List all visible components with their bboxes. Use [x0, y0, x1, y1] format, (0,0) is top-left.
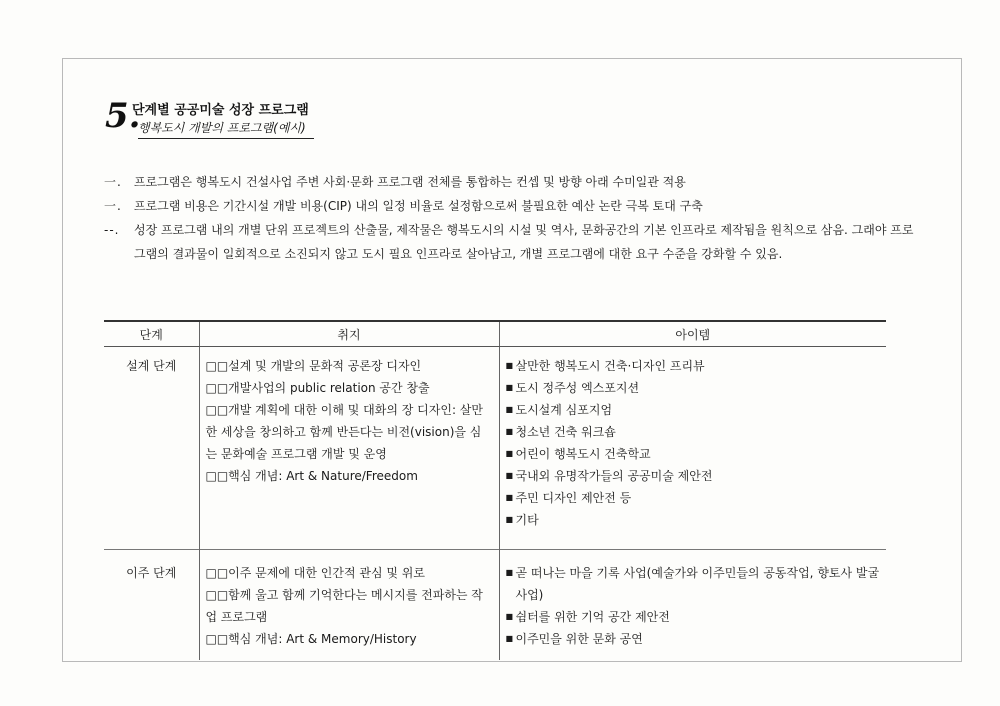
- idea-item: ■ 어린이 행복도시 건축학교: [506, 443, 881, 465]
- stage-cell: 이주 단계: [104, 550, 199, 661]
- idea-item: ■ 이주민을 위한 문화 공연: [506, 628, 881, 650]
- bullet-item: [104, 218, 914, 266]
- purpose-item: □□개발 계획에 대한 이해 및 대화의 장 디자인: 살만한 세상을 창의하고 함께 반든다는 비전(vision)을 심는 문화예술 프로그램 개발 및 운영: [205, 403, 483, 461]
- table-row: [104, 347, 886, 550]
- idea-item: ■ 도시 정주성 엑스포지션: [506, 377, 881, 399]
- section-number: 5.: [105, 96, 141, 136]
- purpose-item: □□함께 울고 함께 기억한다는 메시지를 전파하는 작업 프로그램: [205, 588, 483, 624]
- bullet-item: [104, 170, 914, 194]
- idea-item: ■ 주민 디자인 제안전 등: [506, 487, 881, 509]
- header-stage: 단계: [104, 321, 199, 347]
- table-header-row: [104, 321, 886, 347]
- section-subtitle: 행복도시 개발의 프로그램(예시): [138, 119, 314, 139]
- idea-item: ■ 청소년 건축 워크숍: [506, 421, 881, 443]
- section-title: 단계별 공공미술 성장 프로그램: [132, 103, 309, 118]
- idea-item: ■ 도시설계 심포지엄: [506, 399, 881, 421]
- idea-item: ■ 국내외 유명작가들의 공공미술 제안전: [506, 465, 881, 487]
- idea-item: ■ 살만한 행복도시 건축·디자인 프리뷰: [506, 355, 881, 377]
- bullet-text: 프로그램은 행복도시 건설사업 주변 사회·문화 프로그램 전체를 통합하는 컨셉 및 방향 아래 수미일관 적용: [134, 175, 686, 189]
- bullet-list: [104, 170, 914, 266]
- purpose-item: □□핵심 개념: Art & Memory/History: [205, 632, 417, 646]
- bullet-marker: 一.: [104, 199, 122, 213]
- purpose-item: □□이주 문제에 대한 인간적 관심 및 위로: [205, 566, 425, 580]
- header-purpose: 취지: [199, 321, 499, 347]
- purpose-cell: [199, 550, 499, 661]
- table-row: [104, 550, 886, 661]
- idea-item: ■ 쉼터를 위한 기억 공간 제안전: [506, 606, 881, 628]
- stage-cell: 설계 단계: [126, 359, 177, 373]
- purpose-item: □□핵심 개념: Art & Nature/Freedom: [205, 469, 418, 483]
- purpose-item: □□설계 및 개발의 문화적 공론장 디자인: [205, 359, 422, 373]
- purpose-item: □□개발사업의 public relation 공간 창출: [205, 381, 430, 395]
- bullet-text: 성장 프로그램 내의 개별 단위 프로젝트의 산출물, 제작물은 행복도시의 시설 및 역사, 문화공간의 기본 인프라로 제작됨을 원칙으로 삼음. 그래야 프로그램의 결과물이 일회적으로 소진되지 않고 도시 필요 인프라로 살아남고, 개별 프로그램에 대한 요구 수준을 강화할 수 있음.: [134, 223, 914, 261]
- program-table: [104, 320, 886, 660]
- bullet-marker: --.: [104, 223, 120, 237]
- bullet-text: 프로그램 비용은 기간시설 개발 비용(CIP) 내의 일정 비율로 설정함으로써 불필요한 예산 논란 극복 토대 구축: [134, 199, 703, 213]
- items-cell: [499, 550, 886, 661]
- header-items: 아이템: [499, 321, 886, 347]
- bullet-marker: 一.: [104, 175, 122, 189]
- purpose-cell: [199, 347, 499, 550]
- items-cell: [499, 347, 886, 550]
- idea-item: ■ 기타: [506, 509, 881, 531]
- bullet-item: [104, 194, 914, 218]
- idea-item: ■ 곧 떠나는 마을 기록 사업(예술가와 이주민들의 공동작업, 향토사 발굴사업): [506, 562, 881, 606]
